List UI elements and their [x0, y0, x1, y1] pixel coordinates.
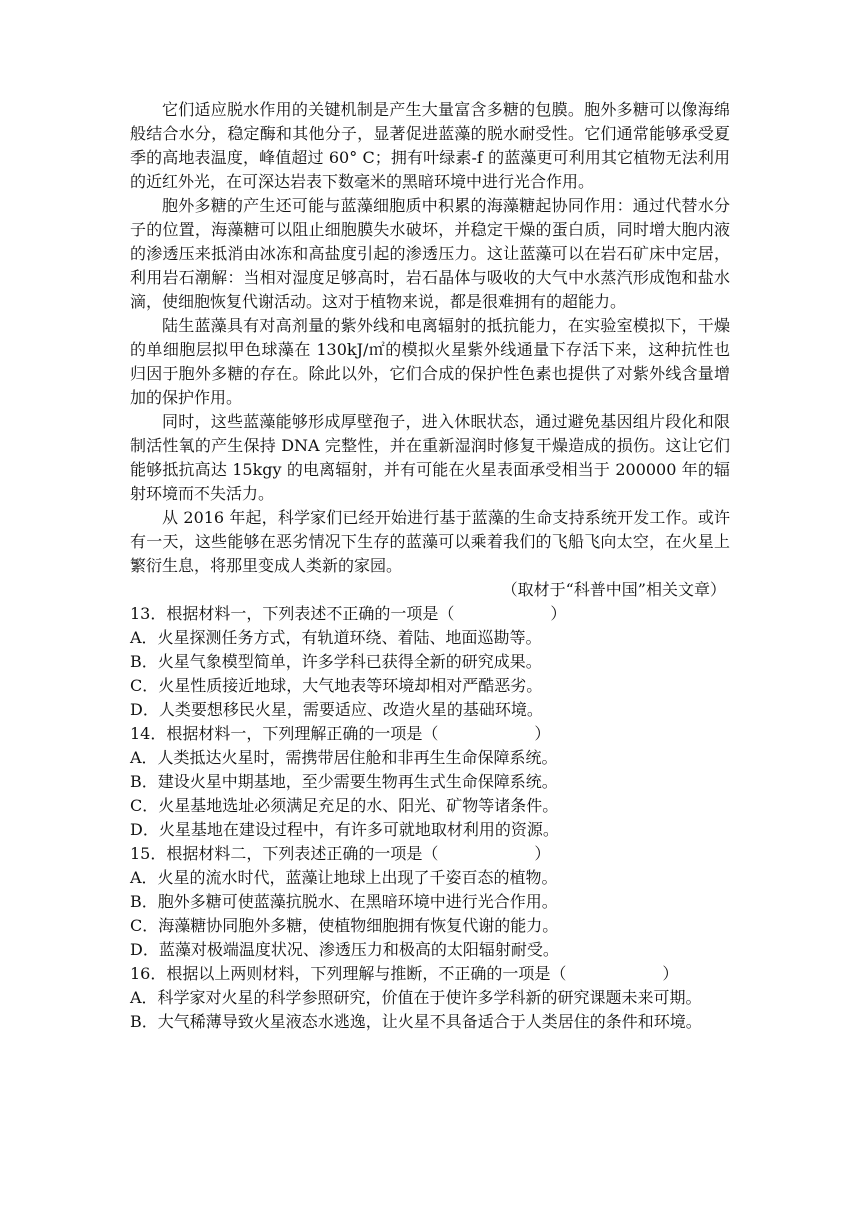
- passage-paragraph-1: 它们适应脱水作用的关键机制是产生大量富含多糖的包膜。胞外多糖可以像海绵般结合水分，稳定酶和其他分子，显著促进蓝藻的脱水耐受性。它们通常能够承受夏季的高地表温度，峰值超过 60° C；拥有叶绿素-f 的蓝藻更可利用其它植物无法利用的近红外光，在可深达岩表下数毫米的黑暗环境中进行光合作用。: [130, 100, 730, 191]
- passage-paragraph-2: 胞外多糖的产生还可能与蓝藻细胞质中积累的海藻糖起协同作用：通过代替水分子的位置，海藻糖可以阻止细胞膜失水破坏，并稳定干燥的蛋白质，同时增大胞内液的渗透压来抵消由冰冻和高盐度引起的渗透压力。这让蓝藻可以在岩石矿床中定居，利用岩石潮解：当相对湿度足够高时，岩石晶体与吸收的大气中水蒸汽形成饱和盐水滴，使细胞恢复代谢活动。这对于植物来说，都是很难拥有的超能力。: [130, 196, 730, 311]
- option-a: A．火星的流水时代，蓝藻让地球上出现了千姿百态的植物。: [130, 868, 558, 887]
- passage-paragraph-3: 陆生蓝藻具有对高剂量的紫外线和电离辐射的抵抗能力，在实验室模拟下，干燥的单细胞层拟甲色球藻在 130kJ/㎡的模拟火星紫外线通量下存活下来，这种抗性也归因于胞外多糖的存在。除此以外，它们合成的保护性色素也提供了对紫外线含量增加的保护作用。: [130, 316, 730, 407]
- question-14: [130, 722, 730, 842]
- option-c: C．火星基地选址必须满足充足的水、阳光、矿物等诸条件。: [130, 796, 559, 815]
- option-b: B．火星气象模型简单，许多学科已获得全新的研究成果。: [130, 652, 542, 671]
- option-b: B．建设火星中期基地，至少需要生物再生式生命保障系统。: [130, 772, 558, 791]
- question-16: [130, 962, 730, 1034]
- question-stem: 14．根据材料一，下列理解正确的一项是（ ）: [130, 724, 551, 743]
- document-page: [130, 98, 730, 1034]
- question-stem: 13．根据材料一，下列表述不正确的一项是（ ）: [130, 604, 567, 623]
- option-d: D．蓝藻对极端温度状况、渗透压力和极高的太阳辐射耐受。: [130, 940, 559, 959]
- passage-source: （取材于“科普中国”相关文章）: [501, 580, 726, 599]
- option-a: A．人类抵达火星时，需携带居住舱和非再生生命保障系统。: [130, 748, 558, 767]
- question-15: [130, 842, 730, 962]
- option-a: A．火星探测任务方式，有轨道环绕、着陆、地面巡勘等。: [130, 628, 542, 647]
- question-13: [130, 602, 730, 722]
- option-b: B．大气稀薄导致火星液态水逃逸，让火星不具备适合于人类居住的条件和环境。: [130, 1012, 702, 1031]
- option-b: B．胞外多糖可使蓝藻抗脱水、在黑暗环境中进行光合作用。: [130, 892, 558, 911]
- option-d: D．火星基地在建设过程中，有许多可就地取材利用的资源。: [130, 820, 559, 839]
- option-c: C．海藻糖协同胞外多糖，使植物细胞拥有恢复代谢的能力。: [130, 916, 559, 935]
- option-a: A．科学家对火星的科学参照研究，价值在于使许多学科新的研究课题未来可期。: [130, 988, 702, 1007]
- passage-paragraph-4: 同时，这些蓝藻能够形成厚壁孢子，进入休眠状态，通过避免基因组片段化和限制活性氧的产生保持 DNA 完整性，并在重新湿润时修复干燥造成的损伤。这让它们能够抵抗高达 15kgy 的电离辐射，并有可能在火星表面承受相当于 200000 年的辐射环境而不失活力。: [130, 412, 730, 503]
- question-stem: 15．根据材料二，下列表述正确的一项是（ ）: [130, 844, 551, 863]
- question-stem: 16．根据以上两则材料，下列理解与推断，不正确的一项是（ ）: [130, 964, 679, 983]
- option-d: D．人类要想移民火星，需要适应、改造火星的基础环境。: [130, 700, 543, 719]
- passage-paragraph-5: 从 2016 年起，科学家们已经开始进行基于蓝藻的生命支持系统开发工作。或许有一天，这些能够在恶劣情况下生存的蓝藻可以乘着我们的飞船飞向太空，在火星上繁衍生息，将那里变成人类新的家园。: [130, 508, 730, 575]
- option-c: C．火星性质接近地球，大气地表等环境却相对严酷恶劣。: [130, 676, 543, 695]
